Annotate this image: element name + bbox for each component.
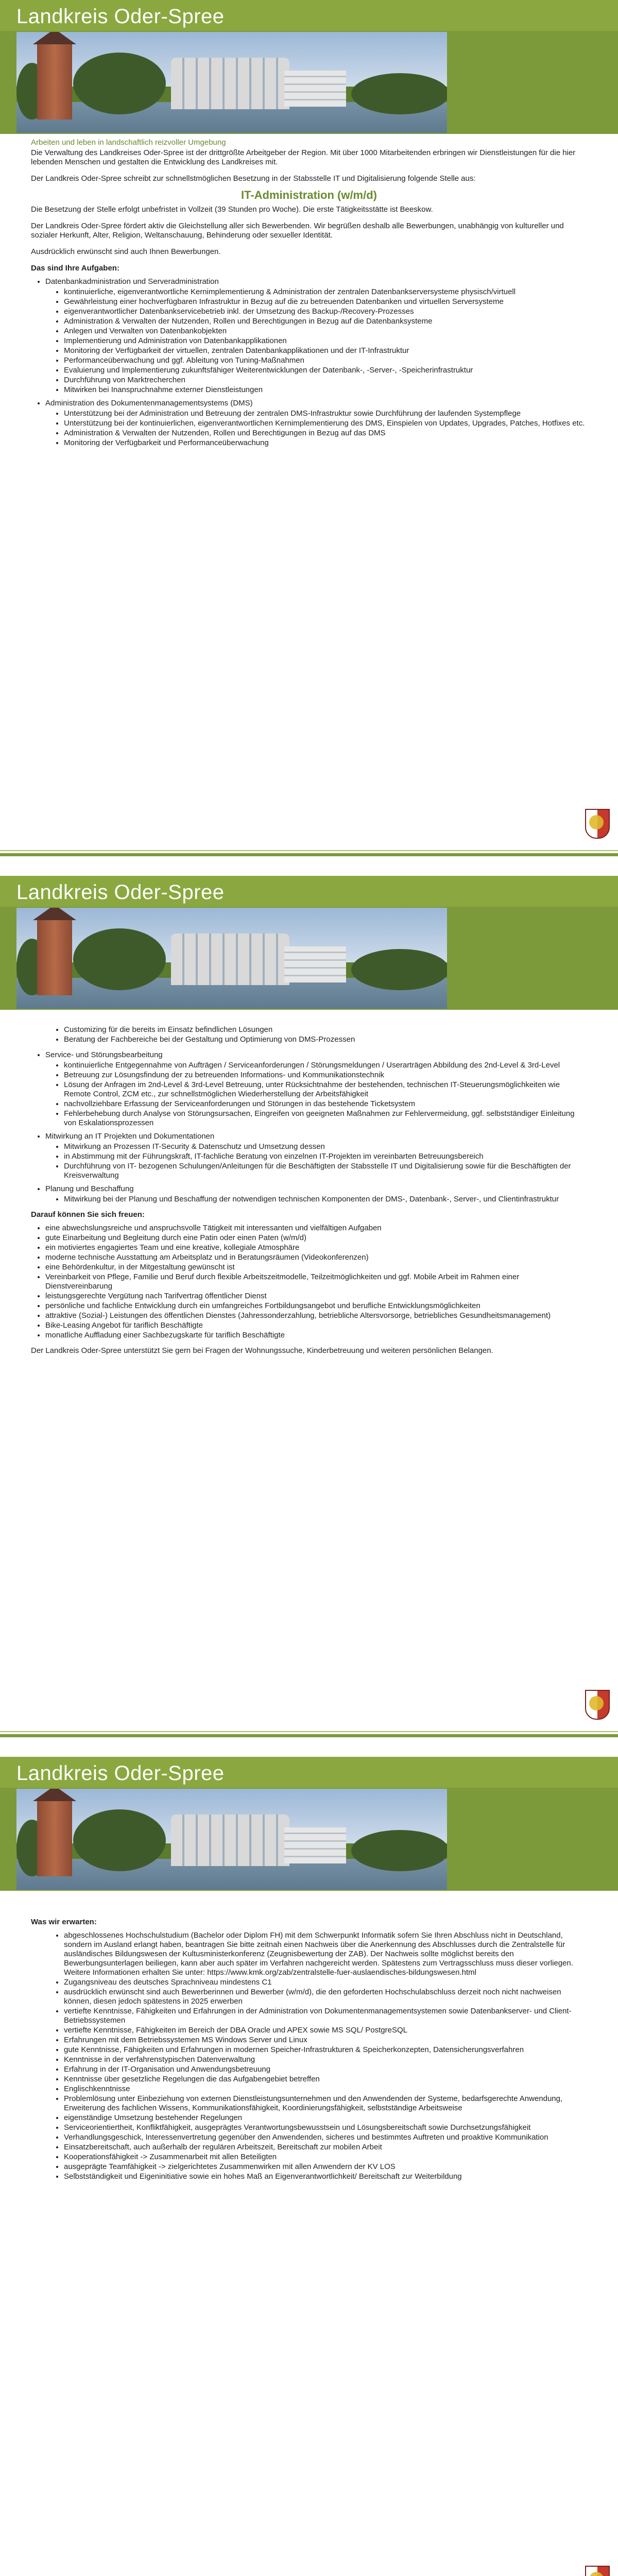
task-item: • Administration & Verwalten der Nutzenden, Rollen und Berechtigungen in Bezug auf die Datenbanksysteme <box>64 317 587 326</box>
task-group-label: Mitwirkung an IT Projekten und Dokumentationen <box>45 1132 215 1141</box>
header-banner <box>0 1757 618 1891</box>
task-item: • Anlegen und Verwalten von Datenbankobjekten <box>64 327 587 336</box>
task-item: • Durchführung von IT- bezogenen Schulungen/Anleitungen für die Beschäftigten der Stabsstelle IT und Digitalisierung sowie für die Beschäftigten der Kreisverwaltung <box>64 1162 587 1180</box>
header-photo <box>16 32 447 133</box>
requirement-item: • Problemlösung unter Einbeziehung von externen Dienstleistungsunternehmen und den Anwendenden der Systeme, bedarfsgerechte Anwendung, Erweiterung des fachlichen Wissens, Kommunikationsfähigkeit, Koordinierungsfähigkeit, selbstständige Arbeitsweise <box>64 2094 587 2113</box>
search-text: Der Landkreis Oder-Spree schreibt zur schnellstmöglichen Besetzung in der Stabsstelle IT und Digitalisierung folgende Stelle aus: <box>31 174 476 183</box>
expect-heading: Was wir erwarten: <box>31 1918 97 1926</box>
task-item: • Unterstützung bei der kontinuierlichen, eigenverantwortlichen Kernimplementierung des DMS, Einspielen von Updates, Upgrades, Patches, Hotfixes etc. <box>64 419 587 428</box>
task-group-label: Administration des Dokumentenmanagementsystems (DMS) <box>45 399 253 408</box>
task-item: • Beratung der Fachbereiche bei der Gestaltung und Optimierung von DMS-Prozessen <box>64 1035 587 1044</box>
requirement-item: • Einsatzbereitschaft, auch außerhalb der regulären Arbeitszeit, Bereitschaft zur mobilen Arbeit <box>64 2143 587 2152</box>
requirement-item: • abgeschlossenes Hochschulstudium (Bachelor oder Diplom FH) mit dem Schwerpunkt Informatik sofern Sie Ihren Abschluss nicht in Deutschland, sondern im Ausland erlangt haben, beantragen Sie bitte zeitnah einen Nachweis über die Anerkennung des Abschlusses durch die Zentralstelle für ausländisches Bildungswesen der Kultusministerkonferenz (Zeugnisbewertung der ZAB). Der Nachweis sollte möglichst bereits den Bewerbungsunterlagen beiliegen, kann aber auch später im Verfahren nachgereicht werden. Spätestens zum Vertragsschluss muss dieser vorliegen. Weitere Informationen erhalten Sie unter: https://www.kmk.org/zab/zentralstelle-fuer-auslaendisches-bildungswesen.html <box>64 1931 587 1977</box>
expect-list <box>31 1931 587 2181</box>
requirement-item: • Kenntnisse in der verfahrenstypischen Datenverwaltung <box>64 2055 587 2064</box>
task-group-label: Datenbankadministration und Serveradministration <box>45 277 219 286</box>
org-title: Landkreis Oder-Spree <box>16 881 225 904</box>
requirement-item: • Kooperationsfähigkeit -> Zusammenarbeit mit allen Beteiligten <box>64 2153 587 2162</box>
requirement-item: • Zugangsniveau des deutsches Sprachniveau mindestens C1 <box>64 1978 587 1987</box>
offer-heading: Darauf können Sie sich freuen: <box>31 1210 145 1219</box>
coat-of-arms-icon <box>585 2566 610 2576</box>
offer-item: • Vereinbarkeit von Pflege, Familie und Beruf durch flexible Arbeitszeitmodelle, Teilzeitmöglichkeiten und ggf. Mobile Arbeit im Rahmen einer Dienstvereinbarung <box>45 1273 587 1291</box>
task-item: • kontinuierliche, eigenverantwortliche Kernimplementierung & Administration der zentralen Datenbankserversysteme physisch/virtuell <box>64 287 587 297</box>
task-item: • in Abstimmung mit der Führungskraft, IT-fachliche Beratung von einzelnen IT-Projekten im vereinbarten Betreuungsbereich <box>64 1152 587 1161</box>
task-item: • Monitoring der Verfügbarkeit der virtuellen, zentralen Datenbankapplikationen und der IT-Infrastruktur <box>64 346 587 355</box>
task-item: • Lösung der Anfragen im 2nd-Level & 3rd-Level Betreuung, unter Rücksichtnahme der bestehenden, technischen IT-Steuerungsmöglichkeiten wie Remote Control, ZCM etc., zur schnellstmöglichen Wiederherstellung der Arbeitsfähigkeit <box>64 1080 587 1099</box>
offer-item: • leistungsgerechte Vergütung nach Tarifvertrag öffentlicher Dienst <box>45 1292 587 1301</box>
requirement-item: • Verhandlungsgeschick, Interessenvertretung gegenüber den Anwendenden, sicheres und bestimmtes Auftreten und proaktive Kommunikation <box>64 2133 587 2142</box>
job-title: IT-Administration (w/m/d) <box>241 189 377 201</box>
task-item: • Customizing für die bereits im Einsatz befindlichen Lösungen <box>64 1025 587 1035</box>
offer-item: • eine abwechslungsreiche und anspruchsvolle Tätigkeit mit interessanten und vielfältigen Aufgaben <box>45 1224 587 1233</box>
task-item: • Gewährleistung einer hochverfügbaren Infrastruktur in Bezug auf die zu betreuenden Datenbanken und virtuellen Serversysteme <box>64 297 587 307</box>
requirement-item: • Selbstständigkeit und Eigeninitiative sowie ein hohes Maß an Eigenverantwortlichkeit/ Bereitschaft zur Weiterbildung <box>64 2172 587 2181</box>
task-item: • Betreuung zur Lösungsfindung der zu betreuenden Informations- und Kommunikationstechnik <box>64 1071 587 1080</box>
requirement-item: • Kenntnisse über gesetzliche Regelungen die das Aufgabengebiet betreffen <box>64 2075 587 2084</box>
requirement-item: • ausdrücklich erwünscht sind auch Bewerberinnen und Bewerber (w/m/d), die den geforderten Hochschulabschluss derzeit noch nicht nachweisen können, diesen jedoch spätestens in 2025 erwerben <box>64 1988 587 2006</box>
task-item: • Unterstützung bei der Administration und Betreuung der zentralen DMS-Infrastruktur sowie Durchführung der laufenden Systempflege <box>64 409 587 418</box>
header-photo <box>16 1789 447 1890</box>
task-item: • Durchführung von Marktrecherchen <box>64 376 587 385</box>
task-item: • Implementierung und Administration von Datenbankapplikationen <box>64 336 587 346</box>
task-item: • nachvollziehbare Erfassung der Serviceanforderungen und Störungen in das bestehende Ticketsystem <box>64 1099 587 1109</box>
task-item: • Evaluierung und Implementierung zukunftsfähiger Weiterentwicklungen der Datenbank-, -Server-, -Speicherinfrastruktur <box>64 366 587 375</box>
offer-item: • gute Einarbeitung und Begleitung durch eine Patin oder einen Paten (w/m/d) <box>45 1233 587 1243</box>
requirement-item: • gute Kenntnisse, Fähigkeiten und Erfahrungen in modernen Speicher-Infrastrukturen & Speicherkonzepten, Datensicherungsverfahren <box>64 2045 587 2055</box>
requirement-item: • Erfahrungen mit dem Betriebssystemen MS Windows Server und Linux <box>64 2036 587 2045</box>
page-3 <box>0 1757 618 2576</box>
header-photo <box>16 908 447 1009</box>
severely-text: Ausdrücklich erwünscht sind auch Ihnen Bewerbungen. <box>31 247 221 256</box>
page-2 <box>0 876 618 1752</box>
requirement-item: • Erfahrung in der IT-Organisation und Anwendungsbetreuung <box>64 2065 587 2074</box>
tasks-list-continued <box>31 1050 587 1204</box>
requirement-item: • vertiefte Kenntnisse, Fähigkeiten und Erfahrungen in der Administration von Dokumentenmanagementsystemen sowie Datenbankserver- und Client-Betriebssystemen <box>64 2007 587 2025</box>
org-title: Landkreis Oder-Spree <box>16 5 225 28</box>
support-text: Der Landkreis Oder-Spree unterstützt Sie gern bei Fragen der Wohnungssuche, Kinderbetreuung und weiteren persönlichen Belangen. <box>31 1346 493 1355</box>
tagline: Arbeiten und leben in landschaftlich reizvoller Umgebung <box>31 138 226 147</box>
page-1 <box>0 0 618 871</box>
offer-item: • persönliche und fachliche Entwicklung durch ein umfangreiches Fortbildungsangebot und berufliche Entwicklungsmöglichkeiten <box>45 1301 587 1311</box>
header-banner <box>0 876 618 1010</box>
task-group <box>45 1184 587 1204</box>
offer-item: • Bike-Leasing Angebot für tariflich Beschäftigte <box>45 1321 587 1330</box>
requirement-item: • Serviceorientiertheit, Konfliktfähigkeit, ausgeprägtes Verantwortungsbewusstsein und Lösungsbereitschaft sowie Durchsetzungsfähigkeit <box>64 2123 587 2132</box>
task-item: • Fehlerbehebung durch Analyse von Störungsursachen, Eingreifen von geeigneten Maßnahmen zur Fehlervermeidung, ggf. selbstständiger Einleitung von Eskalationsprozessen <box>64 1109 587 1128</box>
coat-of-arms-icon <box>585 809 610 839</box>
task-item: • Administration & Verwalten der Nutzenden, Rollen und Berechtigungen in Bezug auf das DMS <box>64 429 587 438</box>
task-group <box>45 399 587 448</box>
task-item: • Mitwirkung an Prozessen IT-Security & Datenschutz und Umsetzung dessen <box>64 1142 587 1151</box>
offer-item: • moderne technische Ausstattung am Arbeitsplatz und in Beratungsräumen (Videokonferenzen) <box>45 1253 587 1262</box>
intro-text: Die Verwaltung des Landkreises Oder-Spree ist der drittgrößte Arbeitgeber der Region. Mit über 1000 Mitarbeitenden erbringen wir Dienstleistungen für die hier lebenden Menschen und gestalten die Entwicklung des Landkreises mit. <box>31 148 576 166</box>
task-group-label: Planung und Beschaffung <box>45 1184 134 1193</box>
diversity-text: Der Landkreis Oder-Spree fördert aktiv die Gleichstellung aller sich Bewerbenden. Wir begrüßen deshalb alle Bewerbungen, unabhängig von kultureller und sozialer Herkunft, Alter, Religion, Weltanschauung, Behinderung oder sexueller Identität. <box>31 222 564 240</box>
org-title: Landkreis Oder-Spree <box>16 1762 225 1785</box>
requirement-item: • vertiefte Kenntnisse, Fähigkeiten im Bereich der DBA Oracle und APEX sowie MS SQL/ PostgreSQL <box>64 2026 587 2035</box>
offer-item: • eine Behördenkultur, in der Mitgestaltung gewünscht ist <box>45 1263 587 1272</box>
offer-item: • ein motiviertes engagiertes Team und eine kreative, kollegiale Atmosphäre <box>45 1243 587 1252</box>
requirement-item: • eigenständige Umsetzung bestehender Regelungen <box>64 2113 587 2123</box>
task-group <box>45 277 587 395</box>
task-item: • eigenverantwortlicher Datenbankservicebetrieb inkl. der Umsetzung des Backup-/Recovery-Prozesses <box>64 307 587 316</box>
requirement-item: • Englischkenntnisse <box>64 2084 587 2094</box>
offers-list <box>31 1224 587 1340</box>
task-group <box>45 1132 587 1180</box>
task-item: • Mitwirken bei Inanspruchnahme externer Dienstleistungen <box>64 385 587 395</box>
tasks-heading: Das sind Ihre Aufgaben: <box>31 264 119 273</box>
tasks-list <box>31 277 587 448</box>
requirement-item: • ausgeprägte Teamfähigkeit -> zielgerichtetes Zusammenwirken mit allen Anwendern der KV LOS <box>64 2162 587 2172</box>
offer-item: • monatliche Auffladung einer Sachbezugskarte für tariflich Beschäftigte <box>45 1331 587 1340</box>
task-item: • Monitoring der Verfügbarkeit und Performanceüberwachung <box>64 438 587 448</box>
employment-text: Die Besetzung der Stelle erfolgt unbefristet in Vollzeit (39 Stunden pro Woche). Die erste Tätigkeitsstätte ist Beeskow. <box>31 205 433 214</box>
coat-of-arms-icon <box>585 1690 610 1720</box>
header-banner <box>0 0 618 134</box>
continued-sublist <box>31 1025 587 1044</box>
task-group <box>45 1050 587 1128</box>
offer-item: • attraktive (Sozial-) Leistungen des öffentlichen Dienstes (Jahressonderzahlung, betriebliche Altersvorsorge, betriebliches Gesundheitsmanagement) <box>45 1311 587 1320</box>
task-group-label: Service- und Störungsbearbeitung <box>45 1050 163 1059</box>
task-item: • Performanceüberwachung und ggf. Ableitung von Tuning-Maßnahmen <box>64 356 587 365</box>
task-item: • Mitwirkung bei der Planung und Beschaffung der notwendigen technischen Komponenten der DMS-, Datenbank-, Server-, und Clientinfrastruktur <box>64 1195 587 1204</box>
task-item: • kontinuierliche Entgegennahme von Aufträgen / Serviceanforderungen / Störungsmeldungen / Userarträgen Abbildung des 2nd-Level & 3rd-Level <box>64 1061 587 1070</box>
